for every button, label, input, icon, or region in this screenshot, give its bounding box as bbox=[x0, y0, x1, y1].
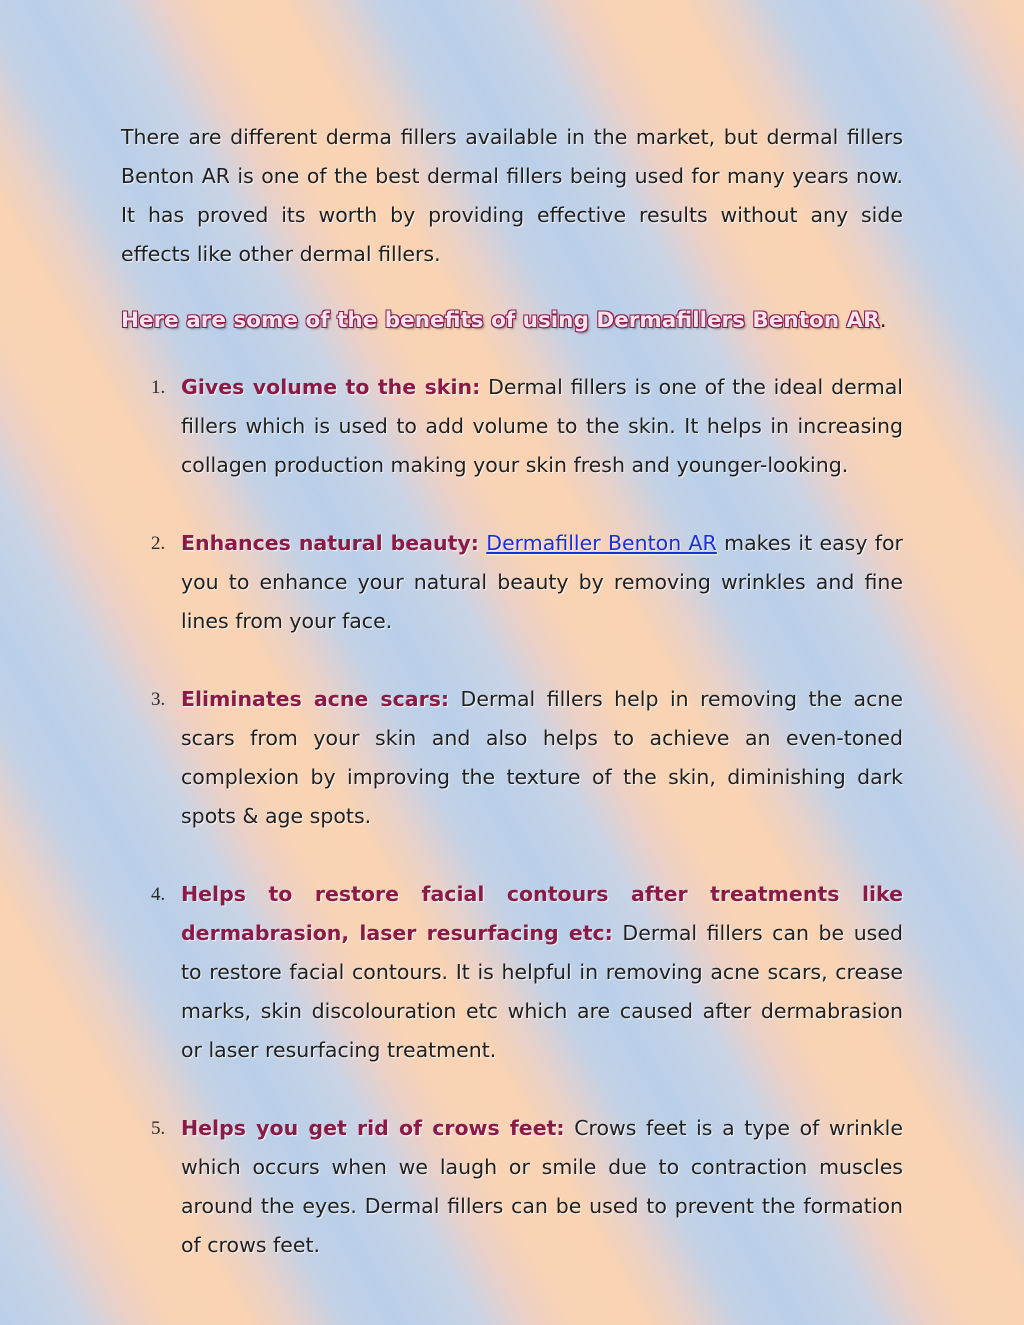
benefit-item-4 bbox=[121, 875, 903, 1070]
document-page bbox=[121, 118, 903, 1304]
list-number: 5. bbox=[151, 1118, 166, 1139]
benefit-text: Crows feet is a type of wrinkle which occurs when we laugh or smile due to contraction muscles around the eyes. Dermal fillers can be used to prevent the formation of crows feet. bbox=[181, 1116, 903, 1257]
benefit-text: Dermal fillers help in removing the acne scars from your skin and also helps to achieve an even-toned complexion by improving the texture of the skin, diminishing dark spots & age spots. bbox=[181, 687, 903, 828]
benefit-paragraph bbox=[181, 524, 903, 641]
benefits-heading-period: . bbox=[879, 308, 887, 333]
benefit-paragraph bbox=[181, 368, 903, 485]
list-number: 2. bbox=[151, 533, 166, 554]
benefit-title: Helps you get rid of crows feet: bbox=[181, 1116, 565, 1140]
benefits-list bbox=[121, 368, 903, 1265]
list-number: 1. bbox=[151, 377, 166, 398]
list-number: 3. bbox=[151, 689, 166, 710]
benefit-paragraph bbox=[181, 875, 903, 1070]
benefit-paragraph bbox=[181, 1109, 903, 1265]
dermafiller-benton-ar-link[interactable]: Dermafiller Benton AR bbox=[486, 531, 717, 555]
benefit-item-1 bbox=[121, 368, 903, 485]
benefit-item-2 bbox=[121, 524, 903, 641]
benefit-text: makes it easy for you to enhance your natural beauty by removing wrinkles and fine lines from your face. bbox=[181, 531, 903, 633]
benefit-title: Enhances natural beauty: bbox=[181, 531, 479, 555]
benefit-title: Helps to restore facial contours after treatments like dermabrasion, laser resurfacing etc: bbox=[181, 882, 903, 945]
benefit-paragraph bbox=[181, 680, 903, 836]
benefits-heading-text: Here are some of the benefits of using Dermafillers Benton AR bbox=[121, 308, 880, 333]
benefit-item-5 bbox=[121, 1109, 903, 1265]
benefit-title: Gives volume to the skin: bbox=[181, 375, 481, 399]
intro-paragraph: There are different derma fillers available in the market, but dermal fillers Benton AR is one of the best dermal fillers being used for many years now. It has proved its worth by providing effective results without any side effects like other dermal fillers. bbox=[121, 125, 903, 266]
list-number: 4. bbox=[151, 884, 166, 905]
benefit-text: Dermal fillers is one of the ideal dermal fillers which is used to add volume to the skin. It helps in increasing collagen production making your skin fresh and younger-looking. bbox=[181, 375, 903, 477]
benefit-item-3 bbox=[121, 680, 903, 836]
benefits-heading bbox=[121, 301, 903, 341]
benefit-title: Eliminates acne scars: bbox=[181, 687, 450, 711]
benefit-text: Dermal fillers can be used to restore facial contours. It is helpful in removing acne scars, crease marks, skin discolouration etc which are caused after dermabrasion or laser resurfacing treatment. bbox=[181, 921, 903, 1062]
